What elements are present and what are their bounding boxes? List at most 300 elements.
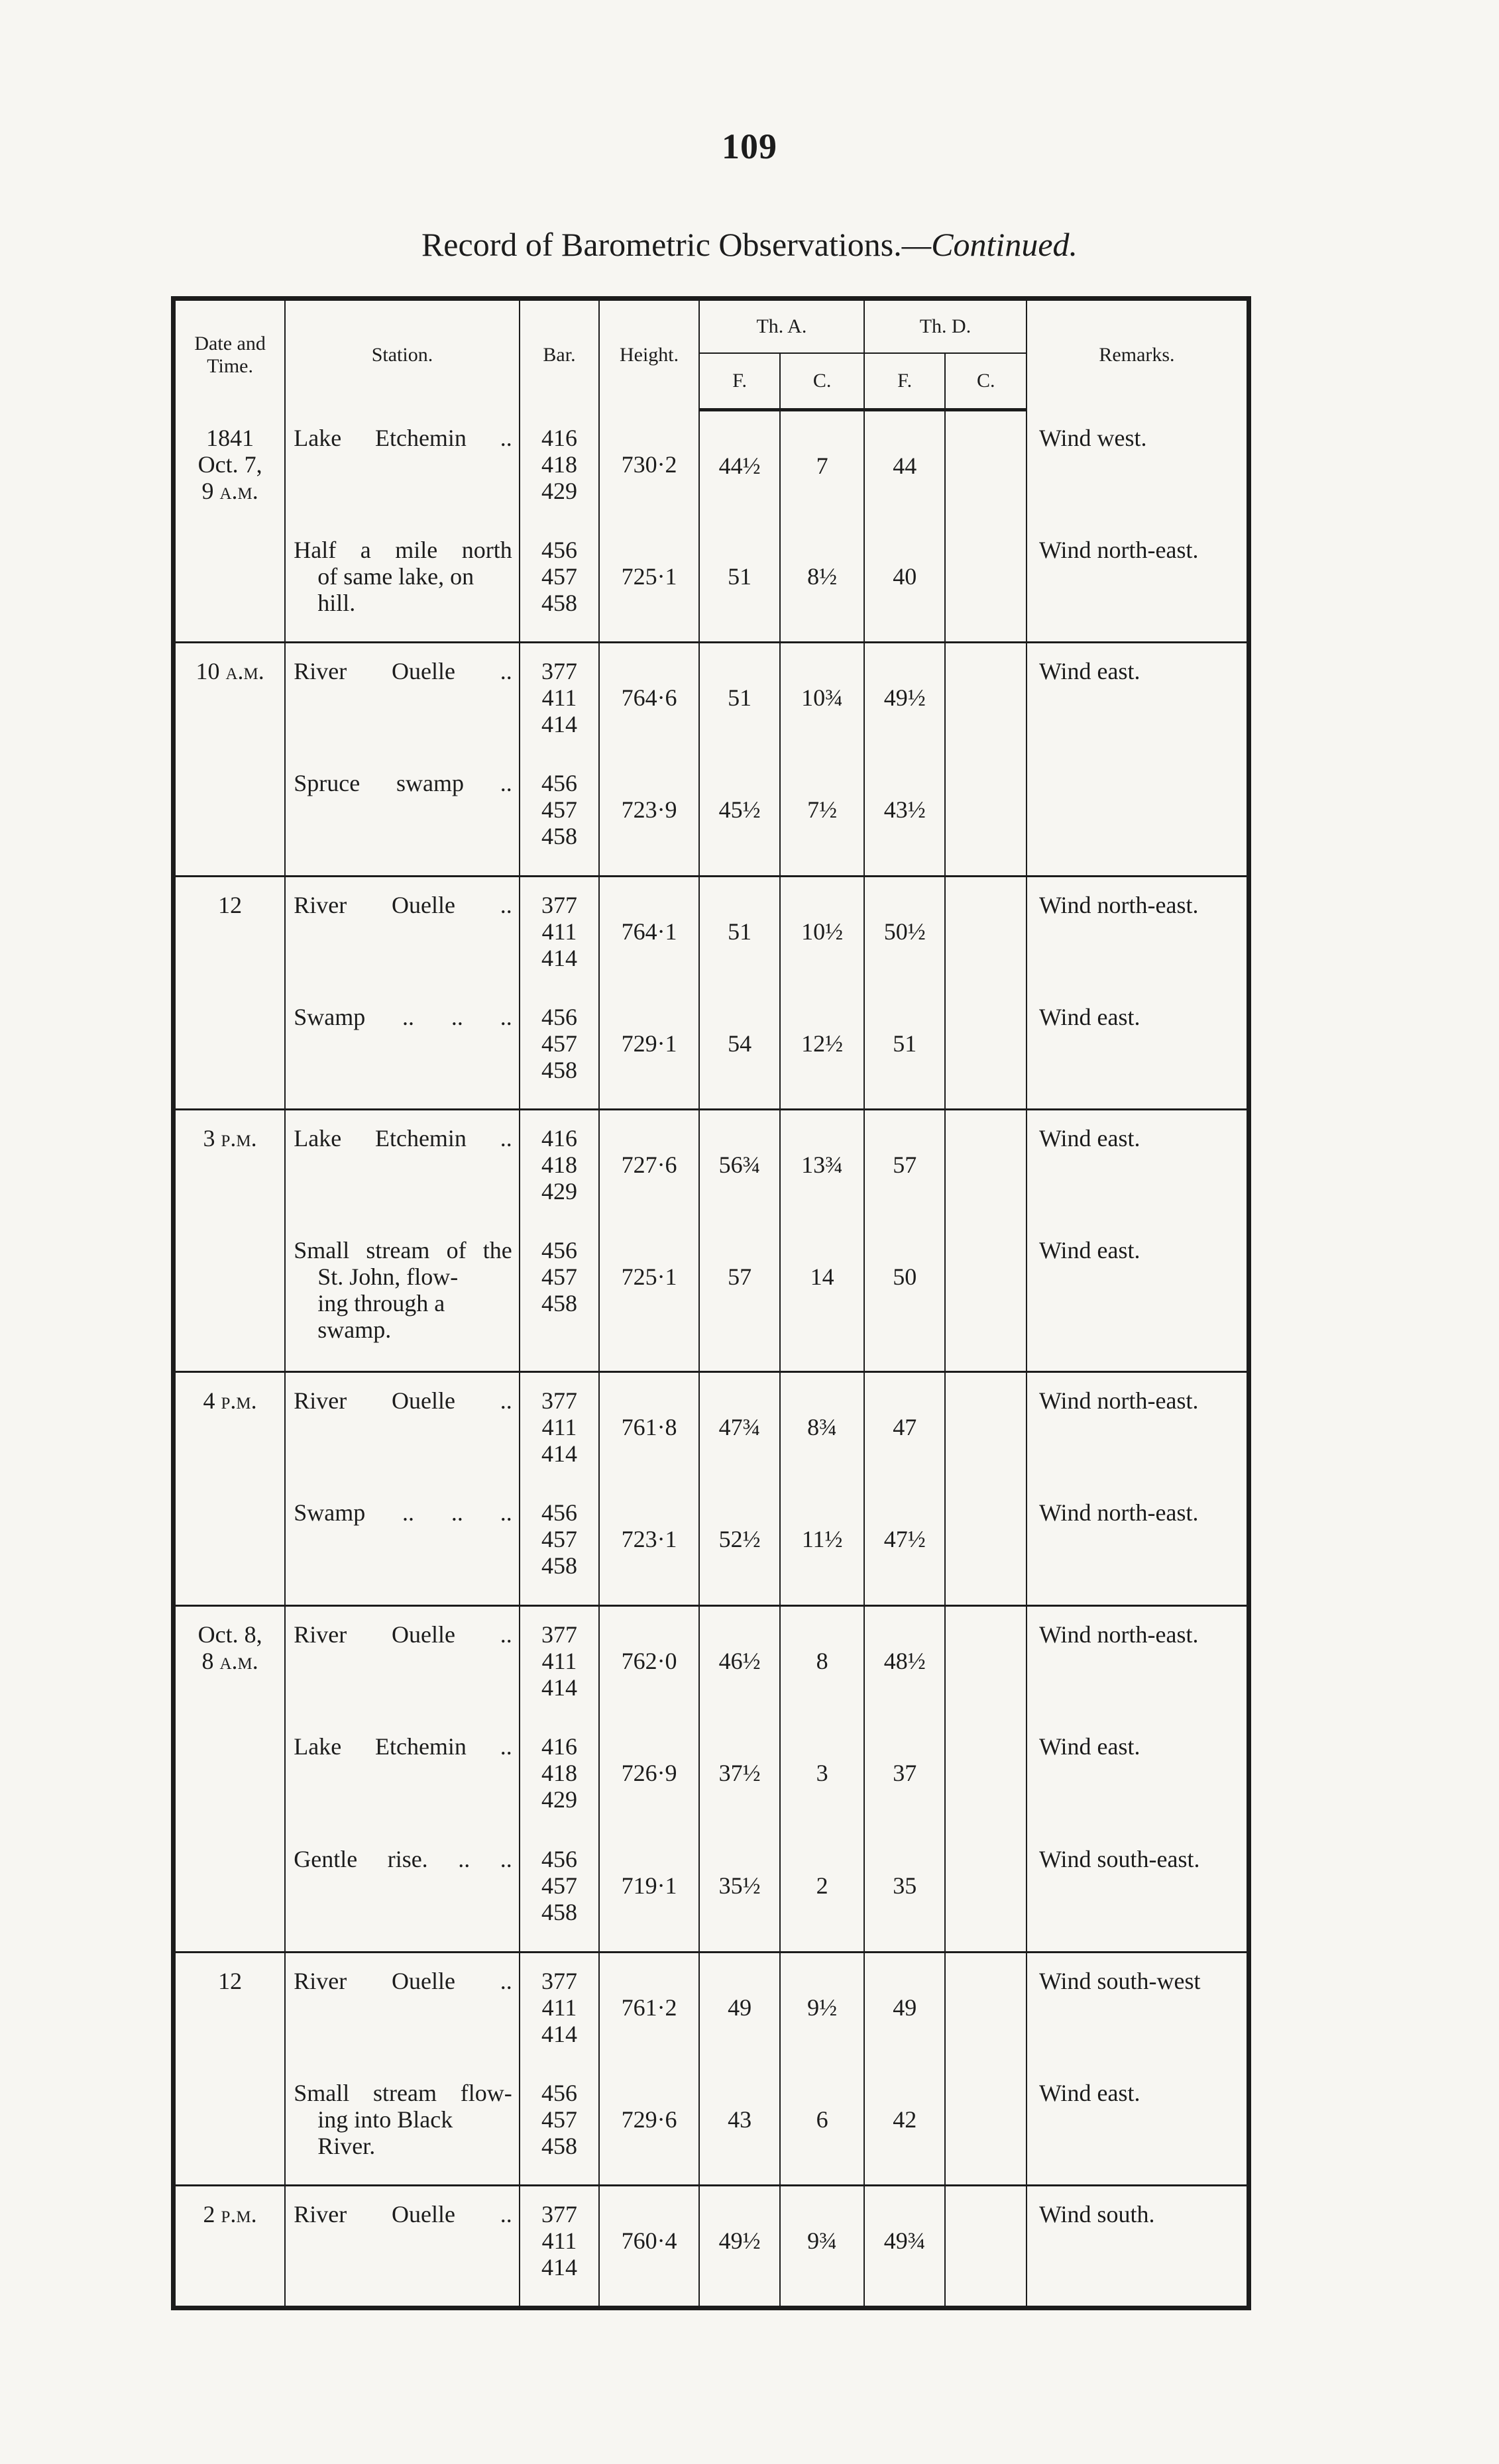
th-a-c-value: 9¾	[807, 2227, 838, 2255]
header-bar: Bar.	[520, 299, 600, 410]
th-d-c-cell	[945, 1475, 1027, 1605]
station-line: Small stream of the	[294, 1237, 512, 1264]
th-a-c-value: 2	[816, 1872, 828, 1900]
bar-value: 411	[541, 2227, 577, 2255]
date-line: 10 a.m.	[195, 657, 264, 684]
bar-value: 411	[541, 1414, 577, 1441]
station-line: St. John, flow-	[317, 1263, 459, 1291]
height-value: 723·1	[621, 1526, 677, 1553]
bar-value: 416	[541, 1733, 577, 1760]
height-value: 761·2	[621, 1994, 677, 2021]
bar-value: 458	[541, 1290, 577, 1317]
bar-value: 416	[541, 1125, 577, 1152]
date-time-cell	[174, 513, 286, 643]
station-line: Lake Etchemin ..	[294, 424, 512, 451]
th-d-f-cell	[864, 513, 946, 643]
station-line: River Ouelle ..	[294, 891, 512, 918]
th-d-c-cell	[945, 1110, 1027, 1214]
th-a-f-cell	[699, 980, 781, 1110]
th-a-f-value: 45½	[718, 796, 761, 824]
station-line: River.	[317, 2132, 376, 2159]
height-cell	[599, 876, 699, 980]
date-time-cell	[174, 1605, 286, 1709]
th-a-f-cell	[699, 2186, 781, 2306]
table-row	[174, 1110, 1249, 1214]
th-a-c-value: 8¾	[807, 1414, 838, 1441]
th-a-c-cell	[780, 1952, 864, 2056]
bar-value: 377	[541, 1387, 577, 1415]
remarks-cell	[1027, 513, 1249, 643]
height-value: 725·1	[621, 562, 677, 590]
bar-value: 429	[541, 1178, 577, 1205]
th-d-f-value: 50½	[883, 918, 926, 945]
th-a-c-cell	[780, 876, 864, 980]
th-a-c-cell	[780, 1822, 864, 1952]
remarks-cell	[1027, 1475, 1249, 1605]
page-number: 109	[722, 127, 777, 166]
th-a-c-cell	[780, 2056, 864, 2186]
th-a-c-value: 3	[816, 1760, 828, 1787]
bar-value: 414	[541, 2254, 577, 2281]
title-continued: —Continued.	[901, 226, 1078, 263]
date-time-cell	[174, 1952, 286, 2056]
date-time-cell	[174, 876, 286, 980]
filler-cell	[520, 2306, 600, 2308]
th-a-c-cell	[780, 410, 864, 513]
th-a-f-value: 43	[728, 2106, 752, 2133]
th-a-f-cell	[699, 1605, 781, 1709]
th-d-c-cell	[945, 980, 1027, 1110]
remarks-cell	[1027, 980, 1249, 1110]
station-cell	[285, 410, 520, 513]
table-row	[174, 513, 1249, 643]
bar-value: 456	[541, 1846, 577, 1873]
remarks-text: Wind east.	[1038, 1733, 1140, 1760]
remarks-text: Wind north-east.	[1038, 536, 1199, 563]
bar-value: 411	[541, 1994, 577, 2021]
bar-value: 457	[541, 1263, 577, 1291]
date-line: 2 p.m.	[203, 2201, 257, 2228]
th-a-f-value: 52½	[718, 1526, 761, 1553]
date-time-cell	[174, 642, 286, 746]
height-value: 729·6	[621, 2106, 677, 2133]
th-d-c-cell	[945, 513, 1027, 643]
bar-value: 429	[541, 1786, 577, 1813]
th-d-f-value: 48½	[883, 1647, 926, 1674]
th-d-f-cell	[864, 1372, 946, 1476]
station-line: River Ouelle ..	[294, 1387, 512, 1415]
remarks-text: Wind east.	[1038, 1003, 1140, 1030]
th-d-f-cell	[864, 1709, 946, 1822]
remarks-cell	[1027, 1110, 1249, 1214]
bar-value: 377	[541, 1967, 577, 1994]
th-a-f-value: 56¾	[718, 1152, 761, 1179]
th-d-f-value: 49¾	[883, 2227, 926, 2255]
th-a-f-value: 46½	[718, 1647, 761, 1674]
remarks-text: Wind north-east.	[1038, 1621, 1199, 1648]
bar-value: 456	[541, 2079, 577, 2106]
th-a-f-value: 57	[728, 1263, 752, 1291]
station-line: hill.	[317, 589, 356, 616]
bar-value: 377	[541, 891, 577, 918]
remarks-text: Wind east.	[1038, 2079, 1140, 2106]
header-remarks: Remarks.	[1027, 299, 1249, 410]
height-cell	[599, 1110, 699, 1214]
date-line: 9 a.m.	[201, 477, 258, 504]
table-row	[174, 642, 1249, 746]
remarks-text: Wind west.	[1038, 424, 1147, 451]
bar-value: 456	[541, 1003, 577, 1030]
height-value: 729·1	[621, 1030, 677, 1057]
th-a-f-value: 37½	[718, 1760, 761, 1787]
height-value: 764·1	[621, 918, 677, 945]
date-line: 4 p.m.	[203, 1387, 257, 1415]
bar-value: 411	[541, 1647, 577, 1674]
th-d-f-cell	[864, 2186, 946, 2306]
station-cell	[285, 1709, 520, 1822]
height-value: 725·1	[621, 1263, 677, 1291]
remarks-cell	[1027, 1952, 1249, 2056]
th-d-c-cell	[945, 1605, 1027, 1709]
height-cell	[599, 2186, 699, 2306]
th-d-f-value: 35	[893, 1872, 917, 1900]
filler-cell	[285, 2306, 520, 2308]
height-value: 761·8	[621, 1414, 677, 1441]
header-th-d-f: F.	[864, 353, 946, 410]
th-d-f-cell	[864, 980, 946, 1110]
th-a-f-cell	[699, 1952, 781, 2056]
th-d-f-value: 40	[893, 562, 917, 590]
date-line: 12	[218, 1967, 243, 1994]
remarks-cell	[1027, 2186, 1249, 2306]
table-row	[174, 1822, 1249, 1952]
height-value: 719·1	[621, 1872, 677, 1900]
station-line: swamp.	[317, 1316, 392, 1344]
th-a-f-value: 51	[728, 562, 752, 590]
remarks-text: Wind east.	[1038, 1237, 1140, 1264]
station-cell	[285, 1952, 520, 2056]
th-d-f-value: 42	[893, 2106, 917, 2133]
th-d-c-cell	[945, 1822, 1027, 1952]
station-cell	[285, 2056, 520, 2186]
height-value: 764·6	[621, 684, 677, 711]
barometric-table	[171, 296, 1251, 2310]
remarks-text: Wind south-east.	[1038, 1846, 1200, 1873]
bar-value: 414	[541, 1674, 577, 1701]
th-a-f-value: 49½	[718, 2227, 761, 2255]
th-d-f-cell	[864, 876, 946, 980]
header-station: Station.	[285, 299, 520, 410]
th-d-f-value: 57	[893, 1152, 917, 1179]
remarks-cell	[1027, 1213, 1249, 1372]
station-cell	[285, 513, 520, 643]
bar-value: 456	[541, 1499, 577, 1527]
table-row	[174, 1952, 1249, 2056]
station-cell	[285, 1822, 520, 1952]
page-title	[0, 225, 1499, 264]
th-a-f-cell	[699, 746, 781, 876]
th-a-c-value: 6	[816, 2106, 828, 2133]
station-line: Lake Etchemin ..	[294, 1733, 512, 1760]
remarks-text: Wind north-east.	[1038, 891, 1199, 918]
date-time-cell	[174, 1213, 286, 1372]
th-d-f-cell	[864, 1605, 946, 1709]
height-value: 762·0	[621, 1647, 677, 1674]
height-cell	[599, 746, 699, 876]
height-cell	[599, 1822, 699, 1952]
bar-cell	[520, 1709, 600, 1822]
th-a-f-cell	[699, 2056, 781, 2186]
station-line: River Ouelle ..	[294, 657, 512, 684]
header-date-time: Date and Time.	[174, 299, 286, 410]
height-cell	[599, 1952, 699, 2056]
th-a-c-value: 8	[816, 1647, 828, 1674]
bar-cell	[520, 410, 600, 513]
station-line: Swamp .. .. ..	[294, 1003, 512, 1030]
th-a-c-value: 10½	[801, 918, 844, 945]
bar-value: 456	[541, 1237, 577, 1264]
station-line: of same lake, on	[317, 562, 474, 590]
table-row	[174, 1709, 1249, 1822]
height-value: 727·6	[621, 1152, 677, 1179]
table-row	[174, 2056, 1249, 2186]
th-d-f-cell	[864, 1110, 946, 1214]
station-line: Spruce swamp ..	[294, 770, 512, 797]
bar-value: 414	[541, 944, 577, 971]
station-cell	[285, 642, 520, 746]
station-cell	[285, 1213, 520, 1372]
table-row	[174, 2186, 1249, 2306]
bar-value: 458	[541, 1056, 577, 1083]
header-th-a: Th. A.	[699, 299, 864, 354]
th-a-f-cell	[699, 876, 781, 980]
th-a-c-value: 7	[816, 453, 828, 479]
filler-cell	[945, 2306, 1027, 2308]
th-d-f-value: 51	[893, 1030, 917, 1057]
table-row	[174, 1372, 1249, 1476]
bar-value: 416	[541, 424, 577, 451]
th-a-c-value: 7½	[807, 796, 838, 824]
filler-cell	[1027, 2306, 1249, 2308]
remarks-cell	[1027, 642, 1249, 746]
th-a-c-cell	[780, 1213, 864, 1372]
station-line: Half a mile north	[294, 536, 512, 563]
th-d-c-cell	[945, 2186, 1027, 2306]
bar-value: 377	[541, 657, 577, 684]
date-time-cell	[174, 746, 286, 876]
table-row	[174, 1475, 1249, 1605]
station-line: Gentle rise. .. ..	[294, 1846, 512, 1873]
th-a-c-value: 8½	[807, 562, 838, 590]
height-cell	[599, 1213, 699, 1372]
table-row	[174, 746, 1249, 876]
date-line: Oct. 7,	[197, 451, 262, 478]
header-th-a-c: C.	[780, 353, 864, 410]
date-line: 1841	[206, 424, 254, 451]
th-a-f-value: 47¾	[718, 1414, 761, 1441]
station-line: Small stream flow-	[294, 2079, 512, 2106]
header-height: Height.	[599, 299, 699, 410]
filler-cell	[864, 2306, 946, 2308]
date-time-cell	[174, 1110, 286, 1214]
bar-cell	[520, 2186, 600, 2306]
th-a-c-cell	[780, 1110, 864, 1214]
table-filler-row	[174, 2306, 1249, 2308]
bar-value: 457	[541, 1030, 577, 1057]
date-line: 12	[218, 891, 243, 918]
th-a-c-cell	[780, 746, 864, 876]
remarks-text: Wind east.	[1038, 1125, 1140, 1152]
bar-cell	[520, 513, 600, 643]
th-d-c-cell	[945, 1372, 1027, 1476]
height-cell	[599, 980, 699, 1110]
date-time-cell	[174, 410, 286, 513]
station-cell	[285, 980, 520, 1110]
station-line: ing through a	[317, 1290, 445, 1317]
th-d-f-value: 44	[893, 453, 917, 479]
remarks-cell	[1027, 1372, 1249, 1476]
table-body	[174, 410, 1249, 2308]
bar-value: 411	[541, 684, 577, 711]
th-a-f-value: 54	[728, 1030, 752, 1057]
date-time-cell	[174, 2186, 286, 2306]
bar-value: 457	[541, 1526, 577, 1553]
remarks-text: Wind north-east.	[1038, 1499, 1199, 1527]
th-d-c-cell	[945, 1952, 1027, 2056]
station-line: River Ouelle ..	[294, 1967, 512, 1994]
bar-value: 457	[541, 562, 577, 590]
remarks-cell	[1027, 2056, 1249, 2186]
bar-cell	[520, 1822, 600, 1952]
station-cell	[285, 746, 520, 876]
station-line: River Ouelle ..	[294, 2201, 512, 2228]
date-time-cell	[174, 980, 286, 1110]
th-d-c-cell	[945, 1213, 1027, 1372]
height-cell	[599, 1475, 699, 1605]
height-cell	[599, 1709, 699, 1822]
bar-value: 457	[541, 2106, 577, 2133]
th-a-f-cell	[699, 1709, 781, 1822]
th-a-f-cell	[699, 410, 781, 513]
th-d-c-cell	[945, 410, 1027, 513]
bar-cell	[520, 1952, 600, 2056]
date-time-cell	[174, 1372, 286, 1476]
filler-cell	[780, 2306, 864, 2308]
bar-value: 377	[541, 2201, 577, 2228]
height-value: 730·2	[621, 451, 677, 478]
station-line: Swamp .. .. ..	[294, 1499, 512, 1527]
th-a-c-value: 9½	[807, 1994, 838, 2021]
station-cell	[285, 2186, 520, 2306]
th-d-c-cell	[945, 746, 1027, 876]
filler-cell	[174, 2306, 286, 2308]
table-row	[174, 980, 1249, 1110]
th-d-f-cell	[864, 746, 946, 876]
bar-value: 429	[541, 477, 577, 504]
th-d-f-cell	[864, 2056, 946, 2186]
th-a-c-cell	[780, 642, 864, 746]
bar-value: 456	[541, 536, 577, 563]
bar-value: 458	[541, 823, 577, 850]
height-cell	[599, 1605, 699, 1709]
bar-value: 456	[541, 770, 577, 797]
station-cell	[285, 1110, 520, 1214]
th-a-c-cell	[780, 2186, 864, 2306]
th-a-c-cell	[780, 980, 864, 1110]
th-a-c-cell	[780, 1372, 864, 1476]
header-th-d-c: C.	[945, 353, 1027, 410]
remarks-cell	[1027, 876, 1249, 980]
th-a-f-cell	[699, 1110, 781, 1214]
bar-cell	[520, 1213, 600, 1372]
station-cell	[285, 1605, 520, 1709]
th-d-f-cell	[864, 1475, 946, 1605]
th-d-f-cell	[864, 1952, 946, 2056]
remarks-cell	[1027, 410, 1249, 513]
bar-cell	[520, 642, 600, 746]
height-cell	[599, 2056, 699, 2186]
th-d-f-value: 47	[893, 1414, 917, 1441]
bar-value: 411	[541, 918, 577, 945]
th-a-c-cell	[780, 1605, 864, 1709]
th-d-f-value: 37	[893, 1760, 917, 1787]
th-a-f-cell	[699, 513, 781, 643]
date-time-cell	[174, 1475, 286, 1605]
station-cell	[285, 1372, 520, 1476]
station-line: Lake Etchemin ..	[294, 1125, 512, 1152]
remarks-cell	[1027, 1709, 1249, 1822]
bar-value: 458	[541, 1552, 577, 1580]
th-a-f-cell	[699, 1822, 781, 1952]
bar-value: 458	[541, 589, 577, 616]
th-a-f-cell	[699, 1372, 781, 1476]
bar-cell	[520, 1110, 600, 1214]
th-a-f-cell	[699, 1213, 781, 1372]
th-d-c-cell	[945, 642, 1027, 746]
th-d-c-cell	[945, 876, 1027, 980]
th-a-c-value: 14	[810, 1263, 834, 1291]
bar-value: 377	[541, 1621, 577, 1648]
bar-cell	[520, 746, 600, 876]
height-cell	[599, 642, 699, 746]
th-d-c-cell	[945, 1709, 1027, 1822]
bar-value: 457	[541, 1872, 577, 1900]
th-a-f-value: 35½	[718, 1872, 761, 1900]
table-row	[174, 876, 1249, 980]
station-line: ing into Black	[317, 2106, 453, 2133]
th-d-f-cell	[864, 1213, 946, 1372]
th-a-f-value: 49	[728, 1994, 752, 2021]
height-value: 726·9	[621, 1760, 677, 1787]
th-a-f-value: 51	[728, 918, 752, 945]
date-time-cell	[174, 1709, 286, 1822]
bar-value: 414	[541, 1440, 577, 1468]
remarks-text: Wind south-west	[1038, 1967, 1201, 1994]
filler-cell	[699, 2306, 781, 2308]
date-line: Oct. 8,	[197, 1621, 262, 1648]
bar-value: 414	[541, 2020, 577, 2047]
title-text: Record of Barometric Observations.	[421, 226, 902, 263]
table-row	[174, 1605, 1249, 1709]
date-line: 8 a.m.	[201, 1647, 258, 1674]
th-d-c-cell	[945, 2056, 1027, 2186]
height-value: 723·9	[621, 796, 677, 824]
filler-cell	[599, 2306, 699, 2308]
remarks-cell	[1027, 1822, 1249, 1952]
remarks-text: Wind east.	[1038, 657, 1140, 684]
bar-cell	[520, 980, 600, 1110]
th-a-f-cell	[699, 642, 781, 746]
